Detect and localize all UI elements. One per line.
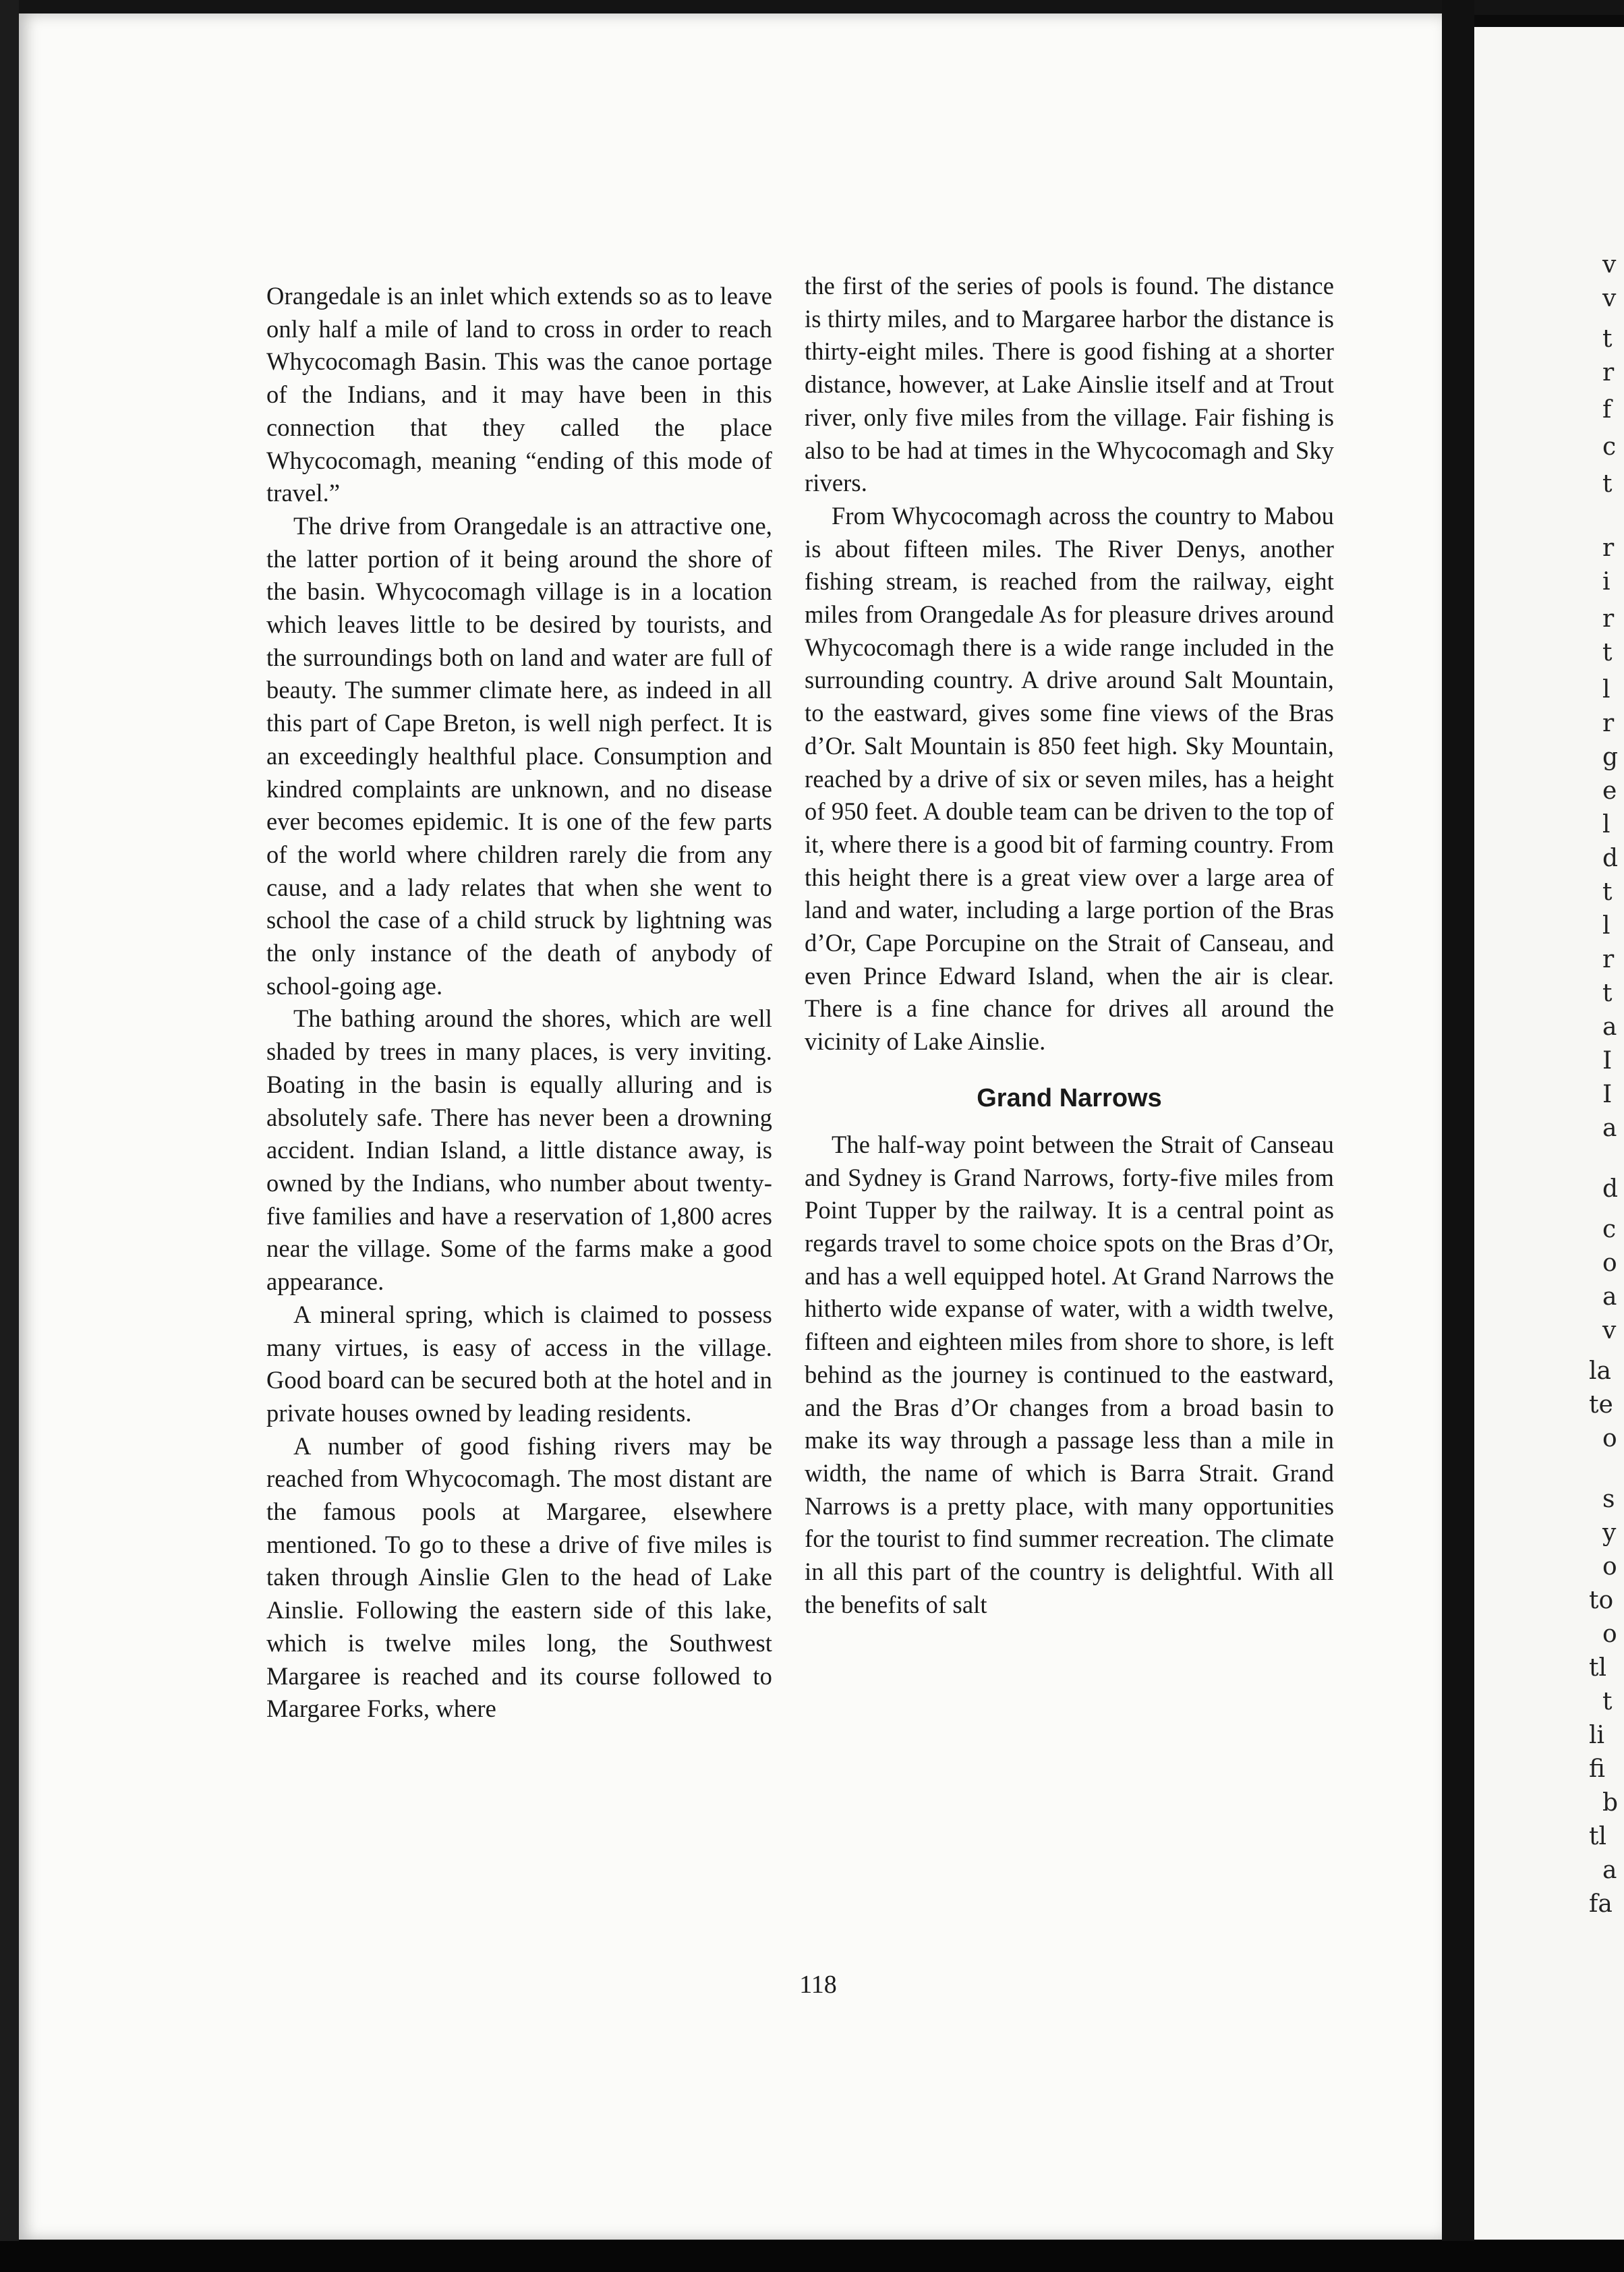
adjacent-page-text-fragment: o bbox=[1602, 1620, 1617, 1648]
adjacent-page-text-fragment: d bbox=[1602, 845, 1619, 872]
adjacent-page-text-fragment: r bbox=[1602, 534, 1615, 562]
adjacent-page-text-fragment: l bbox=[1602, 811, 1611, 839]
adjacent-page-text-fragment: I bbox=[1602, 1081, 1613, 1108]
adjacent-page-text-fragment: te bbox=[1589, 1391, 1613, 1419]
adjacent-page-text-fragment: c bbox=[1602, 433, 1617, 461]
adjacent-page-text-fragment: g bbox=[1602, 743, 1619, 771]
adjacent-page-text-fragment: r bbox=[1602, 605, 1615, 633]
right-paragraph: The half-way point between the Strait of Canseau and Sydney is Grand Narrows, forty-five miles from Point Tupper by the railway. It is a central point as regards travel to some choice spots on the Bras d’Or, and has a well equipped hotel. At Grand Narrows the hitherto wide expanse of water, with a width twelve, fifteen and eighteen miles from shore to shore, is left behind as the journey is continued to the eastward, and the Bras d’Or changes from a broad basin to make its way through a passage less than a mile in width, the name of which is Barra Strait. Grand Narrows is a pretty place, with many opportunities for the tourist to find summer recreation. The climate in all this part of the country is delightful. With all the benefits of salt bbox=[805, 1130, 1334, 1618]
adjacent-page-text-fragment: f bbox=[1602, 396, 1612, 424]
left-paragraph: Orangedale is an inlet which extends so as to leave only half a mile of land to cross in order to reach Whycocomagh Basin. This was the canoe portage of the Indians, and it may have been in this connection that they called the place Whycocomagh, meaning “ending of this mode of travel.” bbox=[266, 282, 772, 507]
adjacent-page-text-fragment: o bbox=[1602, 1249, 1617, 1277]
adjacent-page-text-fragment: fa bbox=[1589, 1890, 1613, 1918]
left-paragraph: A mineral spring, which is claimed to possess many virtues, is easy of access in the village. Good board can be secured both at the hotel and in private houses owned by leading residents. bbox=[266, 1300, 772, 1427]
adjacent-page-edge bbox=[1474, 27, 1624, 2240]
adjacent-page-text-fragment: o bbox=[1602, 1425, 1617, 1452]
adjacent-page-text-fragment: i bbox=[1602, 568, 1611, 596]
adjacent-page-text-fragment: b bbox=[1602, 1789, 1619, 1817]
adjacent-page-text-fragment: to bbox=[1589, 1587, 1614, 1614]
adjacent-page-text-fragment: c bbox=[1602, 1216, 1617, 1243]
adjacent-page-text-fragment: v bbox=[1602, 1317, 1617, 1344]
adjacent-page-text-fragment: a bbox=[1602, 1856, 1617, 1884]
book-spine-edge bbox=[0, 0, 19, 2272]
adjacent-page-text-fragment: v bbox=[1602, 285, 1617, 312]
adjacent-page-text-fragment: tl bbox=[1589, 1823, 1606, 1850]
scan-bottom-edge bbox=[0, 2241, 1624, 2272]
book-gutter bbox=[1442, 0, 1474, 2272]
left-paragraph: The bathing around the shores, which are well shaded by trees in many places, is very inviting. Boating in the basin is equally alluring and is absolutely safe. There has never been a drowning accident. Indian Island, a little distance away, is owned by the Indians, who number about twenty-five families and have a reservation of 1,800 acres near the village. Some of the farms make a good appearance. bbox=[266, 1004, 772, 1296]
adjacent-page-text-fragment: li bbox=[1589, 1722, 1605, 1749]
adjacent-page-text-fragment: d bbox=[1602, 1175, 1619, 1203]
adjacent-page-text-fragment: o bbox=[1602, 1553, 1617, 1581]
adjacent-page-text-fragment: l bbox=[1602, 676, 1611, 704]
adjacent-page-text-fragment: a bbox=[1602, 1283, 1617, 1311]
adjacent-page-text-fragment: t bbox=[1602, 878, 1613, 906]
left-paragraph: A number of good fishing rivers may be reached from Whycocomagh. The most distant are the famous pools at Margaree, elsewhere mentioned. To go to these a drive of five miles is taken through Ainslie Glen to the head of Lake Ainslie. Following the eastern side of this lake, which is twelve miles long, the Southwest Margaree is reached and its course followed to Margaree Forks, where bbox=[266, 1431, 772, 1723]
right-paragraph: From Whycocomagh across the country to Mabou is about fifteen miles. The River Denys, another fishing stream, is reached from the railway, eight miles from Orangedale As for pleasure drives around Whycocomagh there is a wide range included in the surrounding country. A drive around Salt Mountain, to the eastward, gives some fine views of the Bras d’Or. Salt Mountain is 850 feet high. Sky Mountain, reached by a drive of six or seven miles, has a height of 950 feet. A double team can be driven to the top of it, where there is a good bit of farming country. From this height there is a great view over a large area of land and water, including a large portion of the Bras d’Or, Cape Porcupine on the Strait of Canseau, and even Prince Edward Island, when the air is clear. There is a fine chance for drives all around the vicinity of Lake Ainslie. bbox=[805, 501, 1334, 1056]
left-paragraph: The drive from Orangedale is an attractive one, the latter portion of it being around the shore of the basin. Whycocomagh village is in a location which leaves little to be desired by tourists, and the surroundings both on land and water are full of beauty. The summer climate here, as indeed in all this part of Cape Breton, is well nigh perfect. It is an exceedingly healthful place. Consumption and kindred complaints are unknown, and no disease ever becomes epidemic. It is one of the few parts of the world where children rarely die from any cause, and a lady relates that when she went to school the case of a child struck by lightning was the only instance of the death of anybody of school-going age. bbox=[266, 511, 772, 1000]
adjacent-page-text-fragment: t bbox=[1602, 470, 1613, 498]
adjacent-page-text-fragment: I bbox=[1602, 1047, 1613, 1075]
adjacent-page-text-fragment: fi bbox=[1589, 1755, 1606, 1783]
adjacent-page-text-fragment: e bbox=[1602, 777, 1617, 805]
adjacent-page-text-fragment: r bbox=[1602, 946, 1615, 973]
adjacent-page-text-fragment: y bbox=[1602, 1519, 1617, 1547]
section-heading: Grand Narrows bbox=[977, 1083, 1162, 1112]
scan-top-edge bbox=[0, 0, 1624, 15]
right-column bbox=[805, 270, 1334, 1621]
left-column bbox=[266, 280, 772, 1726]
adjacent-page-text-fragment: t bbox=[1602, 1688, 1613, 1715]
adjacent-page-text-fragment: a bbox=[1602, 1114, 1617, 1142]
adjacent-page-text-fragment: a bbox=[1602, 1013, 1617, 1041]
adjacent-page-text-fragment: t bbox=[1602, 325, 1613, 353]
right-paragraph-continuation: the first of the series of pools is found. The distance is thirty miles, and to Margaree harbor the distance is thirty-eight miles. There is good fishing at a shorter distance, however, at Lake Ainslie itself and at Trout river, only five miles from the village. Fair fishing is also to be had at times in the Whycocomagh and Sky rivers. bbox=[805, 272, 1334, 497]
adjacent-page-text-fragment: r bbox=[1602, 359, 1615, 387]
adjacent-page-text-fragment: s bbox=[1602, 1485, 1615, 1513]
adjacent-page-text-fragment: t bbox=[1602, 979, 1613, 1007]
adjacent-page-text-fragment: r bbox=[1602, 710, 1615, 737]
adjacent-page-text-fragment: v bbox=[1602, 251, 1617, 279]
adjacent-page-text-fragment: la bbox=[1589, 1357, 1611, 1385]
adjacent-page-text-fragment: tl bbox=[1589, 1654, 1606, 1682]
adjacent-page-text-fragment: t bbox=[1602, 639, 1613, 666]
adjacent-page-text-fragment: l bbox=[1602, 912, 1611, 940]
page-number: 118 bbox=[799, 1970, 837, 1999]
